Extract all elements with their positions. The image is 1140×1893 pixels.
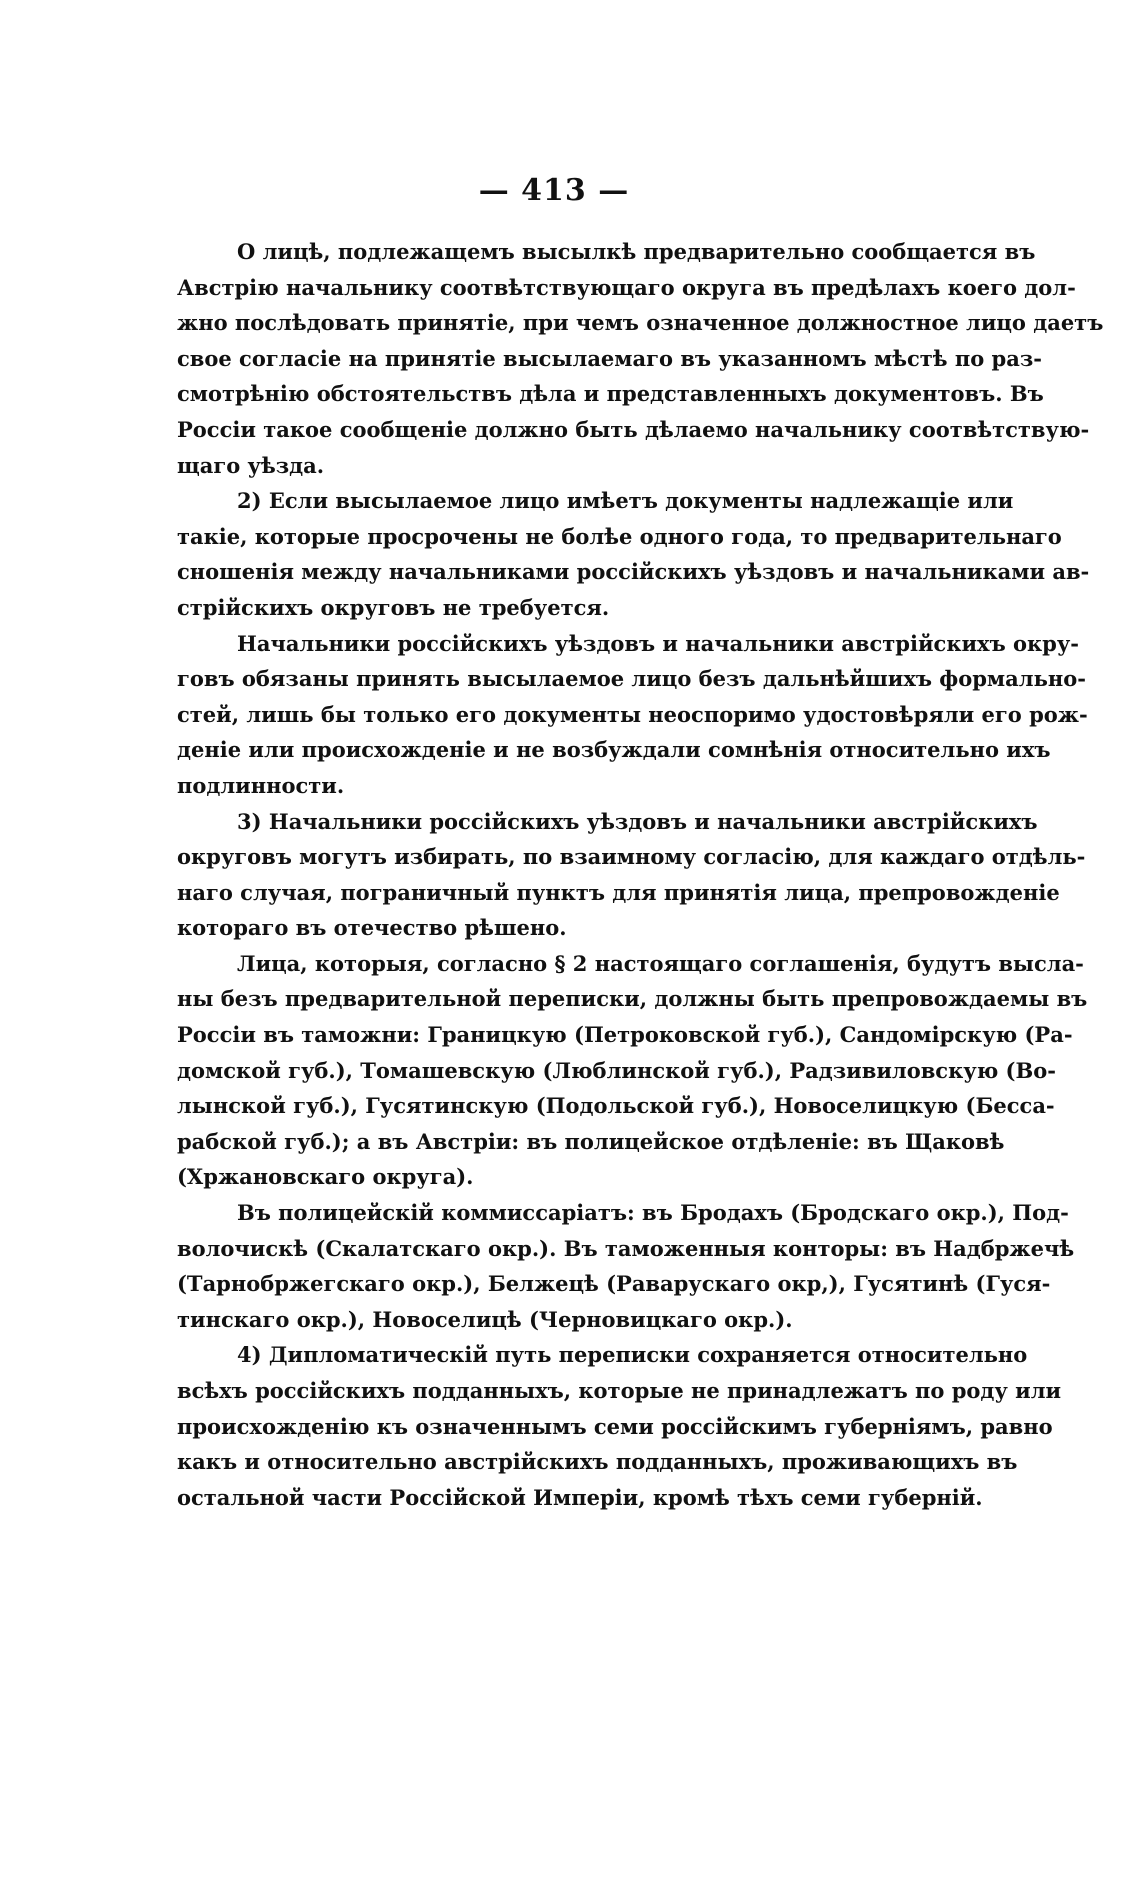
text-line: свое согласіе на принятіе высылаемаго въ указанномъ мѣстѣ по раз-	[177, 345, 1042, 371]
text-line: наго случая, пограничный пунктъ для принятія лица, препровожденіе	[177, 879, 1060, 905]
paragraph	[177, 234, 1104, 483]
text-line: 2) Если высылаемое лицо имѣетъ документы надлежащіе или	[237, 488, 1014, 514]
text-line: Австрію начальнику соотвѣтствующаго округа въ предѣлахъ коего дол-	[177, 274, 1076, 300]
text-line: такіе, которые просрочены не болѣе одного года, то предварительнаго	[177, 523, 1062, 549]
body-text	[177, 234, 1104, 1515]
text-line: смотрѣнію обстоятельствъ дѣла и представленныхъ документовъ. Въ	[177, 381, 1044, 407]
paragraph	[177, 1195, 1075, 1337]
text-line: жно послѣдовать принятіе, при чемъ означенное должностное лицо даетъ	[177, 310, 1104, 336]
paragraph	[177, 1337, 1062, 1515]
text-line: остальной части Россійской Имперіи, кромѣ тѣхъ семи губерній.	[177, 1484, 983, 1510]
text-line: котораго въ отечество рѣшено.	[177, 915, 567, 941]
text-line: 4) Дипломатическій путь переписки сохраняется относительно	[237, 1342, 1028, 1368]
paragraph	[177, 626, 1088, 804]
text-line: (Тарнобржегскаго окр.), Белжецѣ (Раваруcкаго окр,), Гусятинѣ (Гуся-	[177, 1271, 1051, 1297]
text-line: округовъ могутъ избирать, по взаимному согласію, для каждаго отдѣль-	[177, 844, 1086, 870]
paragraph	[177, 946, 1088, 1195]
text-line: стей, лишь бы только его документы неоспоримо удостовѣряли его рож-	[177, 701, 1088, 727]
paragraph	[177, 804, 1086, 946]
text-line: стрійскихъ округовъ не требуется.	[177, 594, 610, 620]
text-line: всѣхъ россійскихъ подданныхъ, которые не принадлежатъ по роду или	[177, 1378, 1062, 1403]
text-line: Россіи въ таможни: Границкую (Петроковской губ.), Сандомірскую (Ра-	[177, 1022, 1073, 1048]
text-line: волочискѣ (Скалатскаго окр.). Въ таможенныя конторы: въ Надбржечѣ	[177, 1235, 1075, 1261]
text-line: ны безъ предварительной переписки, должны быть препровождаемы въ	[177, 986, 1088, 1012]
text-line: подлинности.	[177, 772, 345, 798]
text-line: домской губ.), Томашевскую (Люблинской губ.), Радзивиловскую (Во-	[177, 1057, 1056, 1083]
text-line: Начальники россійскихъ уѣздовъ и начальники австрійскихъ окру-	[237, 630, 1080, 656]
book-page	[65, 110, 1104, 1770]
text-line: Въ полицейскій коммиссаріатъ: въ Бродахъ (Бродскаго окр.), Под-	[237, 1200, 1069, 1226]
text-line: Лица, которыя, согласно § 2 настоящаго соглашенія, будутъ высла-	[237, 950, 1084, 976]
text-line: какъ и относительно австрійскихъ подданныхъ, проживающихъ въ	[177, 1449, 1018, 1475]
text-line: 3) Начальники россійскихъ уѣздовъ и начальники австрійскихъ	[237, 808, 1038, 834]
text-line: лынской губ.), Гусятинскую (Подольской губ.), Новоселицкую (Бесса-	[177, 1093, 1055, 1119]
text-line: тинскаго окр.), Новоселицѣ (Черновицкаго окр.).	[177, 1306, 793, 1332]
text-line: происхожденію къ означеннымъ семи россійскимъ губерніямъ, равно	[177, 1413, 1053, 1439]
page-number: — 413 —	[478, 173, 630, 208]
text-line: щаго уѣзда.	[177, 452, 325, 478]
text-line: О лицѣ, подлежащемъ высылкѣ предварительно сообщается въ	[237, 239, 1036, 264]
paragraph	[177, 483, 1090, 625]
text-line: Россіи такое сообщеніе должно быть дѣлаемо начальнику соотвѣтствую-	[177, 416, 1090, 442]
text-line: сношенія между начальниками россійскихъ уѣздовъ и начальниками ав-	[177, 559, 1090, 585]
text-line: говъ обязаны принять высылаемое лицо безъ дальнѣйшихъ формально-	[177, 666, 1086, 692]
text-line: рабской губ.); а въ Австріи: въ полицейское отдѣленіе: въ Щаковѣ	[177, 1128, 1005, 1154]
text-line: деніе или происхожденіе и не возбуждали сомнѣнія относительно ихъ	[177, 737, 1051, 763]
text-line: (Хржановскаго округа).	[177, 1164, 474, 1190]
